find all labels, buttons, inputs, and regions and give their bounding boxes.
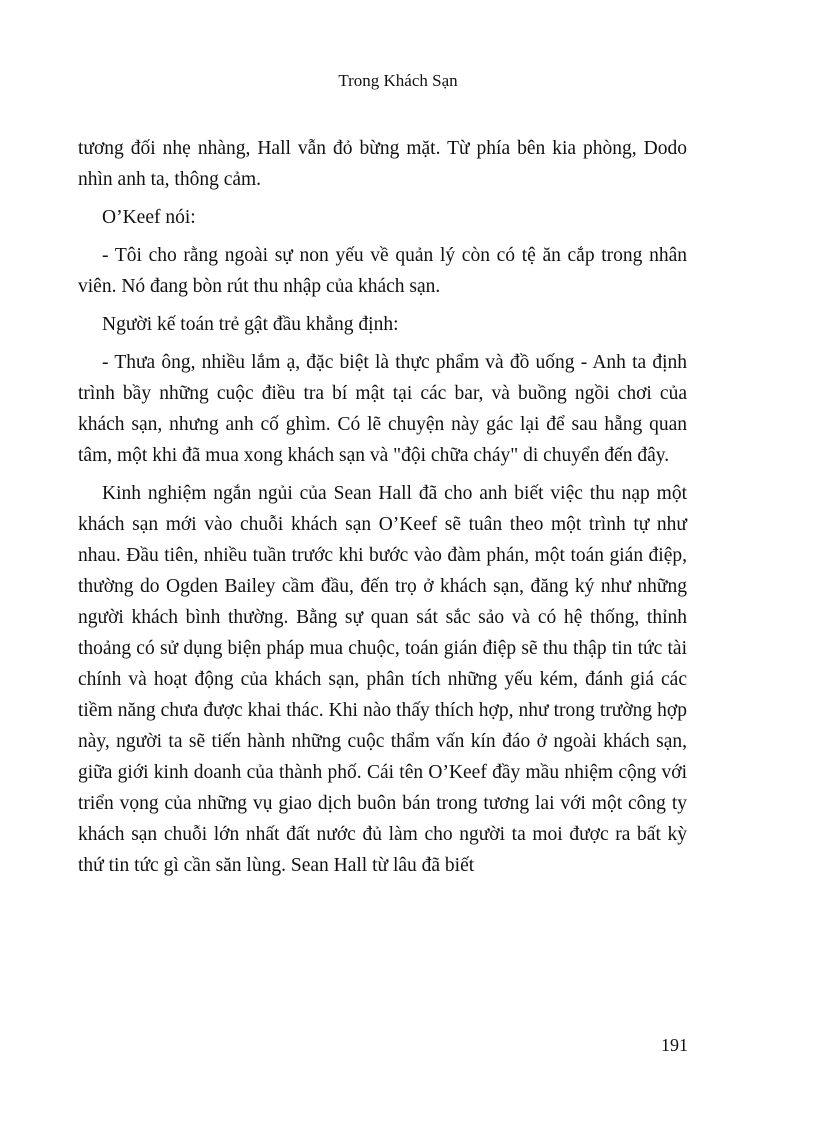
paragraph-4: Người kế toán trẻ gật đầu khẳng định:: [102, 314, 399, 335]
paragraph-6: Kinh nghiệm ngắn ngủi của Sean Hall đã cho anh biết việc thu nạp một khách sạn mới vào chuỗi khách sạn O’Keef sẽ tuân theo một trình tự như nhau. Đầu tiên, nhiều tuần trước khi bước vào đàm phán, một toán gián điệp, thường do Ogden Bailey cầm đầu, đến trọ ở khách sạn, đăng ký như những người khách bình thường. Bằng sự quan sát sắc sảo và có hệ thống, thỉnh thoảng có sử dụng biện pháp mua chuộc, toán gián điệp sẽ thu thập tin tức tài chính và hoạt động của khách sạn, phân tích những yếu kém, đánh giá các tiềm năng chưa được khai thác. Khi nào thấy thích hợp, như trong trường hợp này, người ta sẽ tiến hành những cuộc thẩm vấn kín đáo ở ngoài khách sạn, giữa giới kinh doanh của thành phố. Cái tên O’Keef đầy mầu nhiệm cộng với triển vọng của những vụ giao dịch buôn bán trong tương lai với một công ty khách sạn chuỗi lớn nhất đất nước đủ làm cho người ta moi được ra bất kỳ thứ tin tức gì cần săn lùng. Sean Hall từ lâu đã biết: [78, 483, 687, 876]
page-number: 191: [661, 1035, 688, 1055]
body-text: [78, 133, 687, 888]
running-header: Trong Khách Sạn: [338, 71, 458, 90]
paragraph-2: O’Keef nói:: [102, 207, 196, 228]
paragraph-1: tương đối nhẹ nhàng, Hall vẫn đỏ bừng mặt. Từ phía bên kia phòng, Dodo nhìn anh ta, thông cảm.: [78, 138, 687, 190]
paragraph-5: - Thưa ông, nhiều lắm ạ, đặc biệt là thực phẩm và đồ uống - Anh ta định trình bầy những cuộc điều tra bí mật tại các bar, và buồng ngồi chơi của khách sạn, nhưng anh cố ghìm. Có lẽ chuyện này gác lại để sau hẵng quan tâm, một khi đã mua xong khách sạn và "đội chữa cháy" di chuyển đến đây.: [78, 352, 687, 466]
paragraph-3: - Tôi cho rằng ngoài sự non yếu về quản lý còn có tệ ăn cắp trong nhân viên. Nó đang bòn rút thu nhập của khách sạn.: [78, 245, 687, 297]
